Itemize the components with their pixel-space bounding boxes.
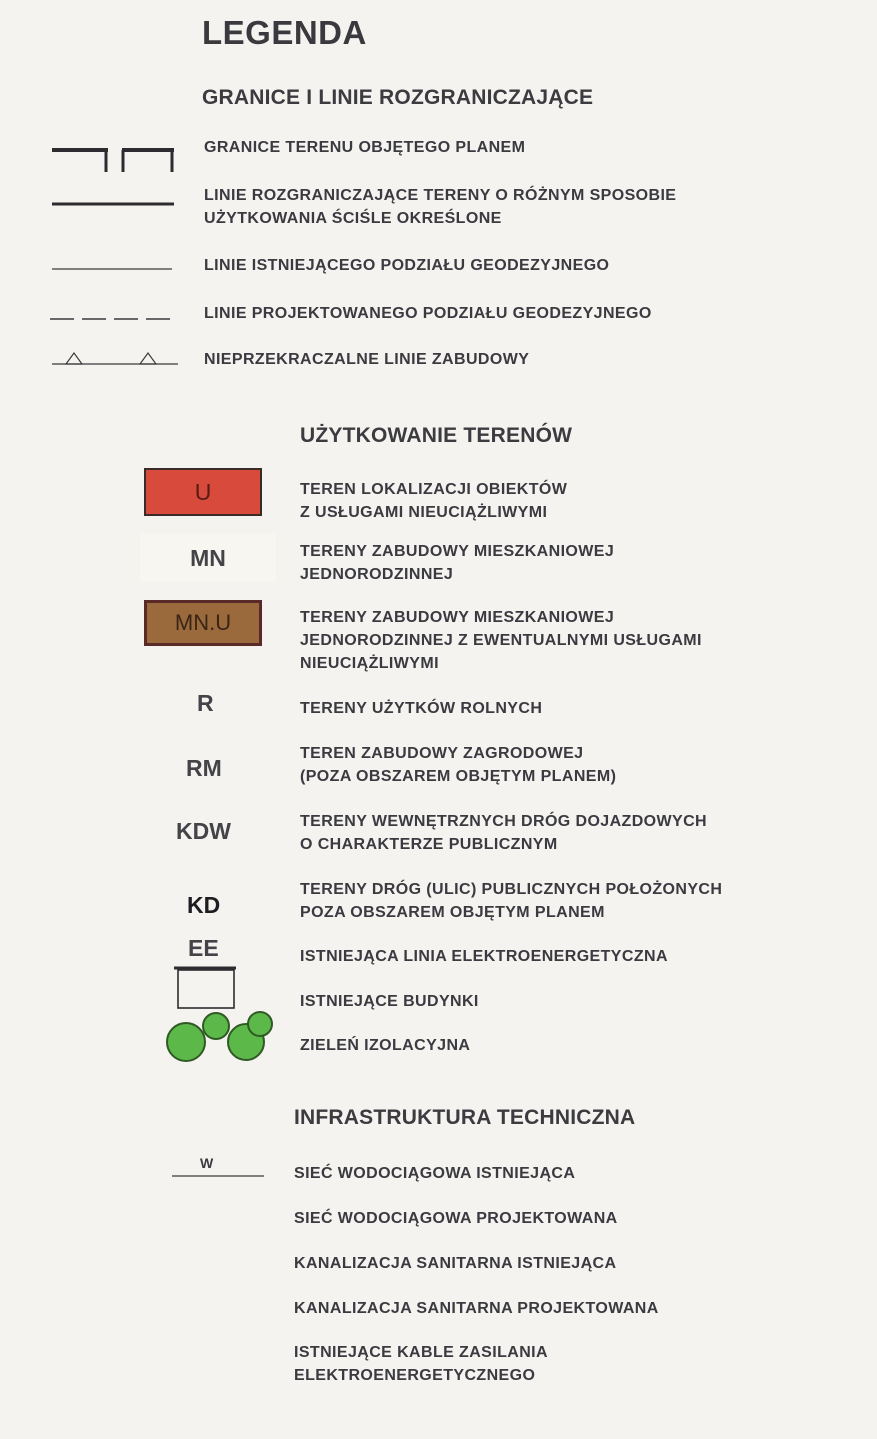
- plan-boundary-line-icon: [50, 140, 180, 176]
- legend-label: ISTNIEJĄCE BUDYNKI: [300, 993, 479, 1010]
- thin-solid-line-icon: [52, 266, 176, 272]
- code-rm: RM: [186, 755, 222, 781]
- legend-label: GRANICE TERENU OBJĘTEGO PLANEM: [204, 139, 526, 156]
- code-kdw: KDW: [176, 818, 231, 844]
- dashed-line-icon: [50, 316, 174, 322]
- legend-label: SIEĆ WODOCIĄGOWA ISTNIEJĄCA: [294, 1165, 576, 1182]
- swatch-mn: MN: [140, 534, 276, 582]
- code-ee: EE: [188, 935, 219, 961]
- thick-solid-line-icon: [52, 200, 176, 208]
- legend-label: TERENY ZABUDOWY MIESZKANIOWEJ JEDNORODZINNEJ: [300, 543, 615, 583]
- section-heading-boundaries: GRANICE I LINIE ROZGRANICZAJĄCE: [202, 86, 594, 109]
- legend-label: TEREN LOKALIZACJI OBIEKTÓW Z USŁUGAMI NIEUCIĄŻLIWYMI: [300, 481, 568, 521]
- legend-label: ISTNIEJĄCA LINIA ELEKTROENERGETYCZNA: [300, 948, 668, 965]
- swatch-u: U: [144, 468, 262, 516]
- legend-label: LINIE ROZGRANICZAJĄCE TERENY O RÓŻNYM SPOSOBIE UŻYTKOWANIA ŚCIŚLE OKREŚLONE: [204, 187, 677, 227]
- water-line-symbol-text: W: [200, 1155, 214, 1171]
- legend-label: TEREN ZABUDOWY ZAGRODOWEJ (POZA OBSZAREM OBJĘTYM PLANEM): [300, 745, 617, 785]
- section-heading-infrastructure: INFRASTRUKTURA TECHNICZNA: [294, 1106, 636, 1129]
- legend-title: LEGENDA: [202, 14, 367, 51]
- legend-label: TERENY ZABUDOWY MIESZKANIOWEJ JEDNORODZINNEJ Z EWENTUALNYMI USŁUGAMI NIEUCIĄŻLIWYMI: [300, 609, 702, 672]
- legend-label: SIEĆ WODOCIĄGOWA PROJEKTOWANA: [294, 1210, 618, 1227]
- building-line-triangles-icon: [52, 346, 182, 368]
- swatch-mn-u: MN.U: [144, 600, 262, 646]
- legend-label: TERENY WEWNĘTRZNYCH DRÓG DOJAZDOWYCH O CHARAKTERZE PUBLICZNYM: [300, 813, 707, 853]
- legend-label: TERENY UŻYTKÓW ROLNYCH: [300, 700, 543, 717]
- water-line-icon: [172, 1158, 266, 1180]
- legend-label: LINIE ISTNIEJĄCEGO PODZIAŁU GEODEZYJNEGO: [204, 257, 610, 274]
- legend-label: ZIELEŃ IZOLACYJNA: [300, 1037, 471, 1054]
- legend-label: TERENY DRÓG (ULIC) PUBLICZNYCH POŁOŻONYCH POZA OBSZAREM OBJĘTYM PLANEM: [300, 881, 723, 921]
- section-heading-land-use: UŻYTKOWANIE TERENÓW: [300, 424, 573, 447]
- legend-label: KANALIZACJA SANITARNA PROJEKTOWANA: [294, 1300, 659, 1317]
- green-circles-icon: [162, 1010, 282, 1070]
- legend-label: KANALIZACJA SANITARNA ISTNIEJĄCA: [294, 1255, 617, 1272]
- legend-label: NIEPRZEKRACZALNE LINIE ZABUDOWY: [204, 351, 530, 368]
- code-kd: KD: [187, 892, 221, 918]
- code-r: R: [197, 690, 214, 716]
- building-outline-icon: [174, 966, 238, 1010]
- legend-label: ISTNIEJĄCE KABLE ZASILANIA ELEKTROENERGETYCZNEGO: [294, 1344, 548, 1384]
- legend-label: LINIE PROJEKTOWANEGO PODZIAŁU GEODEZYJNEGO: [204, 305, 652, 322]
